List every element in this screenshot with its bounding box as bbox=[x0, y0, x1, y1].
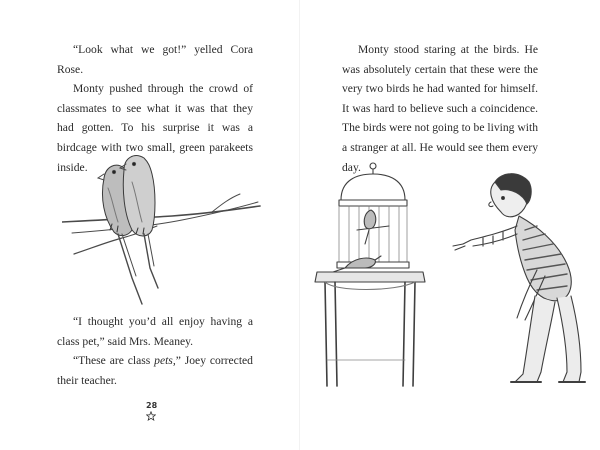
paragraph: “Look what we got!” yelled Cora Rose. bbox=[57, 43, 253, 76]
page-number: 28 bbox=[146, 401, 158, 410]
dialogue-line: “I thought you’d all enjoy having a class pet,” said Mrs. Meaney. bbox=[57, 315, 253, 348]
dialogue-start: “These are class bbox=[73, 354, 155, 368]
star-ornament-icon bbox=[146, 411, 156, 421]
dialogue-line bbox=[57, 351, 253, 390]
dialogue-end: ” Joey corrected their teacher. bbox=[57, 354, 253, 387]
right-page bbox=[300, 0, 600, 450]
boy-birdcage-illustration-icon bbox=[305, 160, 595, 390]
paragraph: Monty pushed through the crowd of classmates to see what it was that they had gotten. To his surprise it was a birdcage with two small, green parakeets inside. bbox=[57, 82, 253, 174]
parakeets-illustration-icon bbox=[62, 138, 262, 308]
paragraph: Monty stood staring at the birds. He was absolutely certain that these were the very two birds he had wanted for himself. It was hard to believe such a coincidence. The birds were not going to be living with a stranger at all. He would see them every day. bbox=[342, 43, 538, 174]
left-bottom-text bbox=[57, 312, 253, 390]
dialogue-emphasis: pets, bbox=[154, 354, 176, 368]
right-top-text bbox=[342, 40, 538, 177]
